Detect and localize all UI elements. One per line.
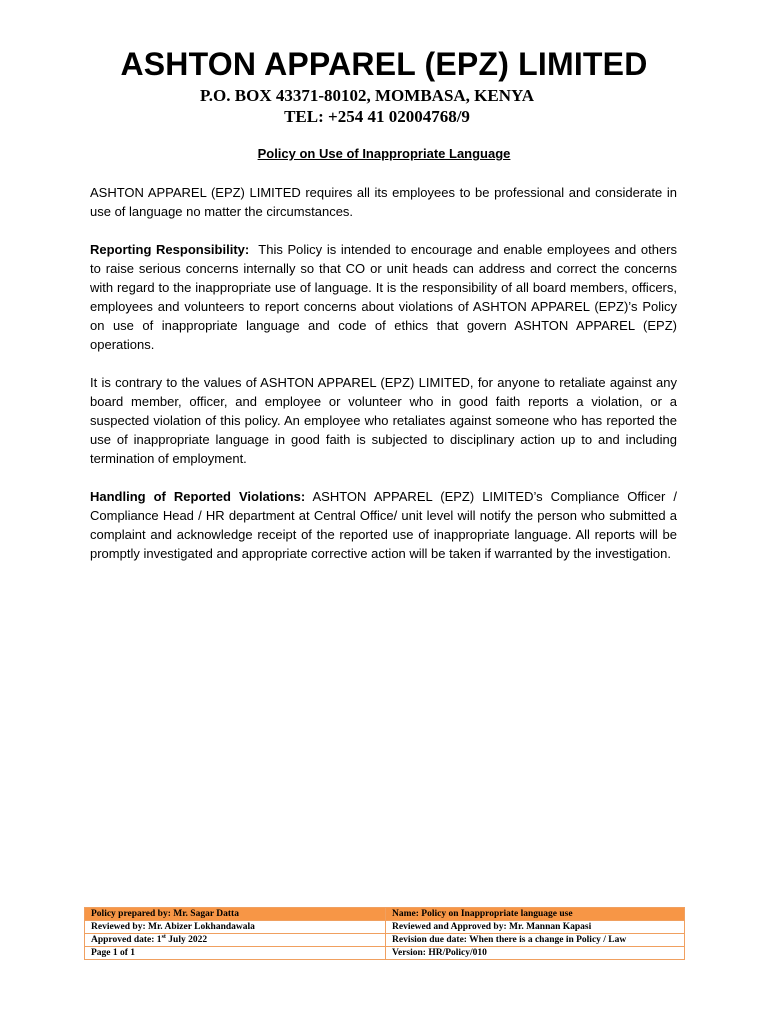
- policy-body: [90, 183, 677, 582]
- handling-text: ASHTON APPAREL (EPZ) LIMITED’s Compliance Officer / Compliance Head / HR department at Central Office/ unit level will notify the person who submitted a complaint and acknowledge receipt of the reported use of inappropriate language. All reports will be promptly investigated and appropriate corrective action will be taken if warranted by the investigation.: [90, 489, 677, 561]
- version-cell: Version: HR/Policy/010: [386, 947, 685, 960]
- table-row: [85, 921, 685, 934]
- document-control-table: [84, 907, 685, 960]
- retaliation-paragraph: It is contrary to the values of ASHTON APPAREL (EPZ) LIMITED, for anyone to retaliate against any board member, officer, and employee or volunteer who in good faith reports a violation, or a suspected violation of this policy. An employee who retaliates against someone who has reported the use of inappropriate language in good faith is subjected to disciplinary action up to and including termination of employment.: [90, 375, 677, 466]
- handling-label: Handling of Reported Violations:: [90, 489, 306, 504]
- reporting-text: This Policy is intended to encourage and enable employees and others to raise serious concerns internally so that CO or unit heads can address and correct the concerns with regard to the inappropriate use of language. It is the responsibility of all board members, officers, employees and volunteers to report concerns about violations of ASHTON APPAREL (EPZ)’s Policy on use of inappropriate language and code of ethics that govern ASHTON APPAREL (EPZ) operations.: [90, 242, 678, 352]
- company-name: ASHTON APPAREL (EPZ) LIMITED: [120, 46, 648, 82]
- handling-paragraph: [90, 487, 677, 563]
- approved-date-cell: [85, 934, 386, 947]
- table-row: [85, 908, 685, 921]
- revision-due-cell: Revision due date: When there is a change in Policy / Law: [386, 934, 685, 947]
- approved-date-suffix: July 2022: [165, 935, 208, 945]
- company-telephone: TEL: +254 41 02004768/9: [284, 107, 470, 126]
- approved-by-cell: Reviewed and Approved by: Mr. Mannan Kapasi: [386, 921, 685, 934]
- policy-name-cell: Name: Policy on Inappropriate language use: [386, 908, 685, 921]
- table-row: [85, 934, 685, 947]
- intro-paragraph: ASHTON APPAREL (EPZ) LIMITED requires all its employees to be professional and considerate in use of language no matter the circumstances.: [90, 185, 677, 219]
- reviewed-by-cell: Reviewed by: Mr. Abizer Lokhandawala: [85, 921, 386, 934]
- policy-title: Policy on Use of Inappropriate Language: [257, 146, 511, 161]
- prepared-by-cell: Policy prepared by: Mr. Sagar Datta: [85, 908, 386, 921]
- reporting-paragraph: [90, 240, 677, 354]
- approved-date-ordinal: st: [161, 933, 166, 940]
- approved-date-prefix: Approved date: 1: [91, 935, 162, 945]
- table-row: [85, 947, 685, 960]
- page-number-cell: Page 1 of 1: [85, 947, 386, 960]
- company-address: P.O. BOX 43371-80102, MOMBASA, KENYA: [199, 86, 535, 105]
- reporting-label: Reporting Responsibility:: [90, 242, 250, 257]
